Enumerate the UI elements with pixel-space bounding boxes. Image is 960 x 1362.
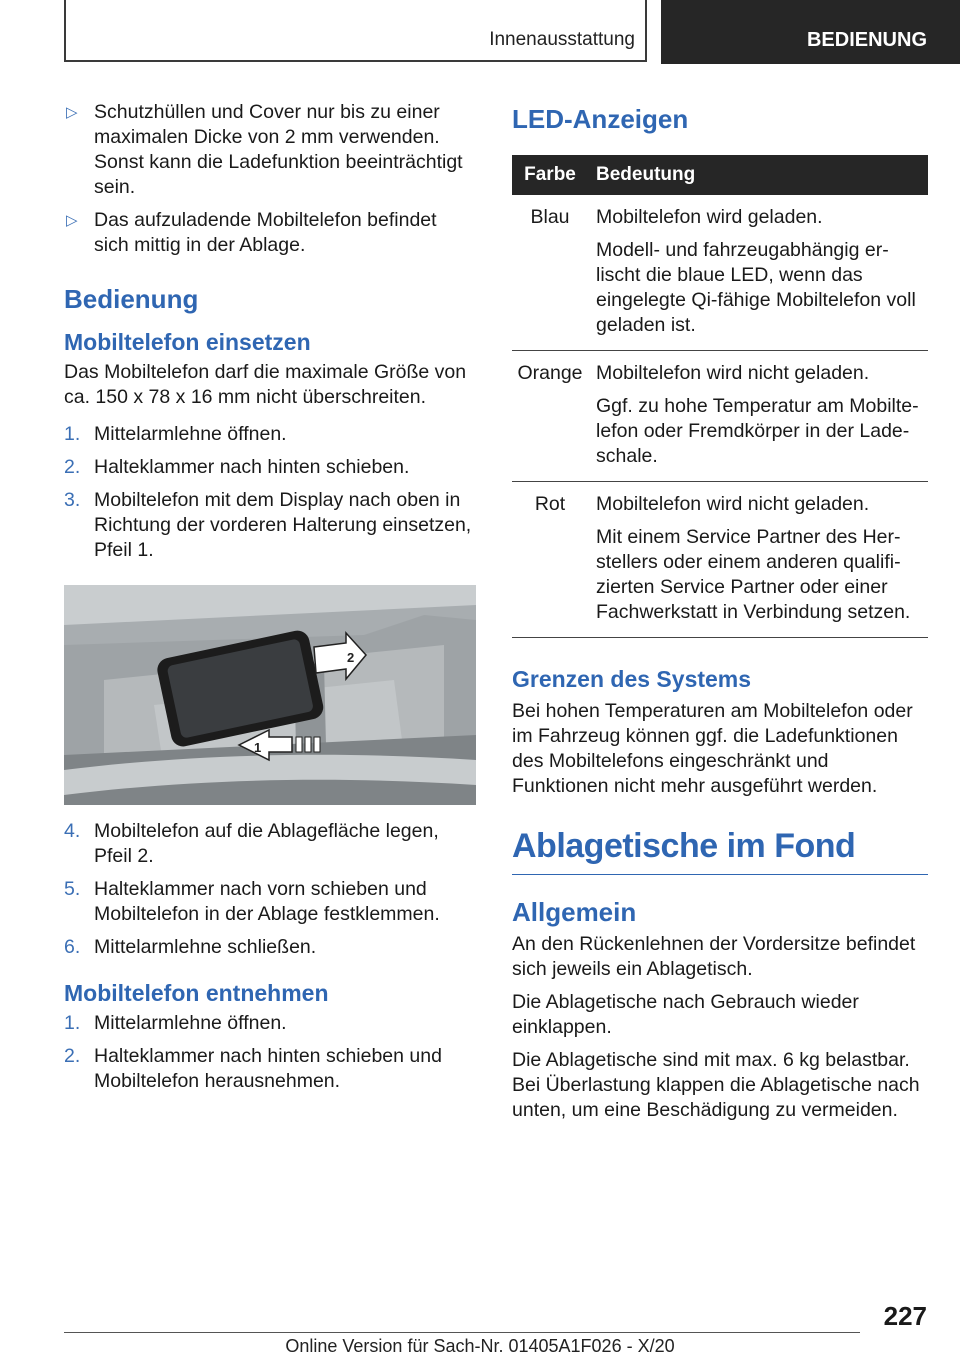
bullet-text: Schutzhüllen und Cover nur bis zu einer maximalen Dicke von 2 mm verwenden. Sonst kann die Ladefunktion beeinträchtigt sein. [94, 101, 463, 198]
allgemein-paragraph: Die Ablagetische sind mit max. 6 kg belastbar. Bei Überlastung klappen die Ablagetische nach unten, um eine Beschädigung zu vermeiden. [512, 1049, 920, 1121]
footer-text: Online Version für Sach-Nr. 01405A1F026 - X/20 [285, 1336, 675, 1356]
cell-line: Mobiltelefon wird nicht geladen. [596, 362, 870, 384]
steps-einsetzen [64, 422, 476, 563]
triangle-bullet-icon: ▷ [66, 212, 78, 229]
cell-line: Mobiltelefon wird geladen. [596, 206, 823, 228]
steps-entnehmen [64, 1011, 476, 1094]
step-text: Mittelarmlehne öffnen. [94, 1012, 287, 1034]
table-cell-farbe: Blau [512, 195, 588, 351]
step-text: Halteklammer nach vorn schieben und Mobiltelefon in der Ablage festklemmen. [94, 878, 440, 925]
header-chapter-tab: BEDIENUNG [661, 0, 960, 64]
arrow-1-label: 1 [254, 740, 262, 755]
arrow-2-label: 2 [347, 650, 355, 665]
step-number: 1. [64, 423, 81, 445]
allgemein-paragraph: Die Ablagetische nach Gebrauch wieder einklappen. [512, 991, 859, 1038]
list-item [64, 935, 476, 960]
table-row [512, 482, 928, 638]
list-item [64, 1011, 476, 1036]
step-number: 4. [64, 820, 81, 842]
phone-tray-illustration [64, 585, 476, 805]
step-text: Mittelarmlehne schließen. [94, 936, 317, 958]
step-number: 6. [64, 936, 81, 958]
step-text: Mobiltelefon auf die Ablagefläche legen, Pfeil 2. [94, 820, 439, 867]
steps-einsetzen-cont [64, 819, 476, 960]
table-cell-bedeutung [588, 351, 928, 482]
bullet-item [64, 208, 476, 258]
table-cell-farbe: Rot [512, 482, 588, 638]
step-number: 5. [64, 878, 81, 900]
step-number: 2. [64, 456, 81, 478]
bullet-text: Das aufzuladende Mobiltelefon befindet sich mittig in der Ablage. [94, 209, 437, 256]
list-item [64, 488, 476, 563]
heading-bedienung: Bedienung [64, 284, 199, 314]
heading-led-anzeigen: LED-Anzeigen [512, 104, 689, 134]
cell-line: Mobiltelefon wird nicht geladen. [596, 493, 870, 515]
table-cell-bedeutung [588, 195, 928, 351]
step-text: Mobiltelefon mit dem Display nach oben in Richtung der vorderen Halterung einsetzen, Pfeil 1. [94, 489, 472, 561]
table-header-row [512, 155, 928, 195]
heading-mobiltelefon-einsetzen: Mobiltelefon einsetzen [64, 329, 311, 355]
page-number: 227 [883, 1301, 927, 1331]
heading-grenzen-des-systems: Grenzen des Systems [512, 666, 752, 692]
cell-line: Ggf. zu hohe Temperatur am Mobiltelefon oder Fremdkörper in der Ladeschale. [596, 395, 919, 467]
list-item [64, 422, 476, 447]
table-header-farbe: Farbe [512, 155, 588, 195]
step-number: 2. [64, 1045, 81, 1067]
right-column [512, 100, 928, 1123]
phone-tray-svg [64, 585, 476, 805]
table-row [512, 351, 928, 482]
heading-mobiltelefon-entnehmen: Mobiltelefon entnehmen [64, 980, 329, 1006]
step-text: Mittelarmlehne öffnen. [94, 423, 287, 445]
heading-allgemein: Allgemein [512, 897, 637, 927]
step-text: Halteklammer nach hinten schieben und Mobiltelefon herausnehmen. [94, 1045, 442, 1092]
footer-rule [64, 1332, 860, 1333]
left-column [64, 100, 476, 1102]
heading-ablagetische-im-fond: Ablagetische im Fond [512, 827, 928, 875]
step-number: 3. [64, 489, 81, 511]
led-table [512, 155, 928, 638]
table-cell-farbe: Orange [512, 351, 588, 482]
list-item [64, 877, 476, 927]
list-item [64, 819, 476, 869]
step-number: 1. [64, 1012, 81, 1034]
cell-line: Mit einem Service Partner des Herstellers oder einem anderen qualifizierten Service Partner oder einer Fachwerkstatt in Verbindung setzen. [596, 526, 911, 623]
grenzen-paragraph: Bei hohen Temperaturen am Mobiltelefon oder im Fahrzeug können ggf. die Ladefunktionen des Mobiltelefons eingeschränkt und Funktionen nicht mehr ausgeführt werden. [512, 700, 913, 797]
bullet-item [64, 100, 476, 200]
triangle-bullet-icon: ▷ [66, 104, 78, 121]
list-item [64, 1044, 476, 1094]
table-row [512, 195, 928, 351]
einsetzen-paragraph: Das Mobiltelefon darf die maximale Größe von ca. 150 x 78 x 16 mm nicht überschreiten. [64, 361, 467, 408]
table-header-bedeutung: Bedeutung [588, 155, 928, 195]
list-item [64, 455, 476, 480]
table-cell-bedeutung [588, 482, 928, 638]
header-section-title: Innenausstattung [489, 29, 635, 50]
cell-line: Modell- und fahrzeugabhängig erlischt die blaue LED, wenn das eingelegte Qi-fähige Mobiltelefon voll geladen ist. [596, 239, 916, 336]
allgemein-paragraph: An den Rückenlehnen der Vordersitze befindet sich jeweils ein Ablagetisch. [512, 933, 916, 980]
step-text: Halteklammer nach hinten schieben. [94, 456, 410, 478]
